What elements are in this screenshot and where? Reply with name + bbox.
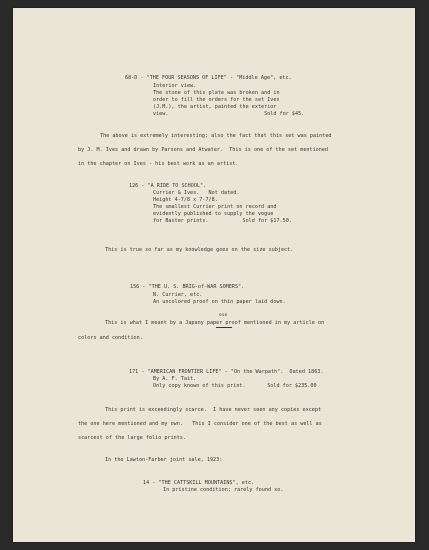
entry-156-line: N. Currier, etc. — [153, 292, 203, 298]
entry-126-heading: 126 - "A RIDE TO SCHOOL". — [129, 183, 207, 189]
entry-156-heading: 156 - "THE U. S. BRIG-of-WAR SOMERS". — [130, 284, 245, 290]
paragraph-line: This print is exceedingly scarce. I have never seen any copies except — [105, 407, 322, 413]
entry-171-line: Only copy known of this print. Sold for $235.00 — [153, 383, 317, 389]
paragraph-line: scarcest of the large folio prints. — [78, 435, 187, 441]
correction-underline — [216, 327, 232, 328]
entry-68d-line: (J.M.), the artist, painted the exterior — [153, 104, 277, 110]
paragraph-line: The above is extremely interesting; also the fact that this set was painted — [100, 133, 332, 139]
entry-68d-line: The stone of this plate was broken and in — [153, 90, 280, 96]
entry-14-line: In pristine condition; rarely found so. — [163, 487, 284, 493]
paragraph-line: In the Lawton-Farber joint sale, 1923: — [105, 457, 223, 463]
entry-68d-line: order to fill the orders for the set Ives — [153, 97, 280, 103]
paragraph-line: by J. M. Ives and drawn by Parsons and Atwater. This is one of the set mentioned — [78, 147, 329, 153]
entry-14-heading: 14 - "THE CATTSKILL MOUNTAINS", etc. — [143, 480, 255, 486]
entry-68d-line: Interior view. — [153, 83, 197, 89]
entry-126-line: for Baxter prints. Sold for $17.50. — [153, 218, 292, 224]
entry-68d-heading: 68-D - "THE FOUR SEASONS OF LIFE" - "Middle Age", etc. — [125, 75, 292, 81]
typed-letter-page — [13, 8, 415, 542]
paragraph-line: This is true so far as my knowledge goes on the size subject. — [105, 247, 294, 253]
paragraph-line: in the chapter on Ives - his best work as an artist. — [78, 161, 239, 167]
entry-171-line: By A. F. Tait. — [153, 376, 197, 382]
inserted-correction: ese — [219, 313, 228, 318]
entry-126-line: Height 4-7/8 x 7-7/8. — [153, 197, 218, 203]
paragraph-line: colors and condition. — [78, 335, 143, 341]
entry-126-line: The smallest Currier print on record and — [153, 204, 277, 210]
paragraph-line: This is what I meant by a Japany paper proof mentioned in my article on — [105, 320, 325, 326]
entry-156-line: An uncolored proof on thin paper laid down. — [153, 299, 286, 305]
entry-126-line: Currier & Ives. Not dated. — [153, 190, 240, 196]
paragraph-line: the one here mentioned and my own. This I consider one of the best as well as — [78, 421, 322, 427]
entry-68d-line: view. Sold for $45. — [153, 111, 305, 117]
entry-171-heading: 171 - "AMERICAN FRONTIER LIFE" - "On the Warpath". Dated 1863. — [129, 369, 324, 375]
entry-126-line: evidently published to supply the vogue — [153, 211, 274, 217]
